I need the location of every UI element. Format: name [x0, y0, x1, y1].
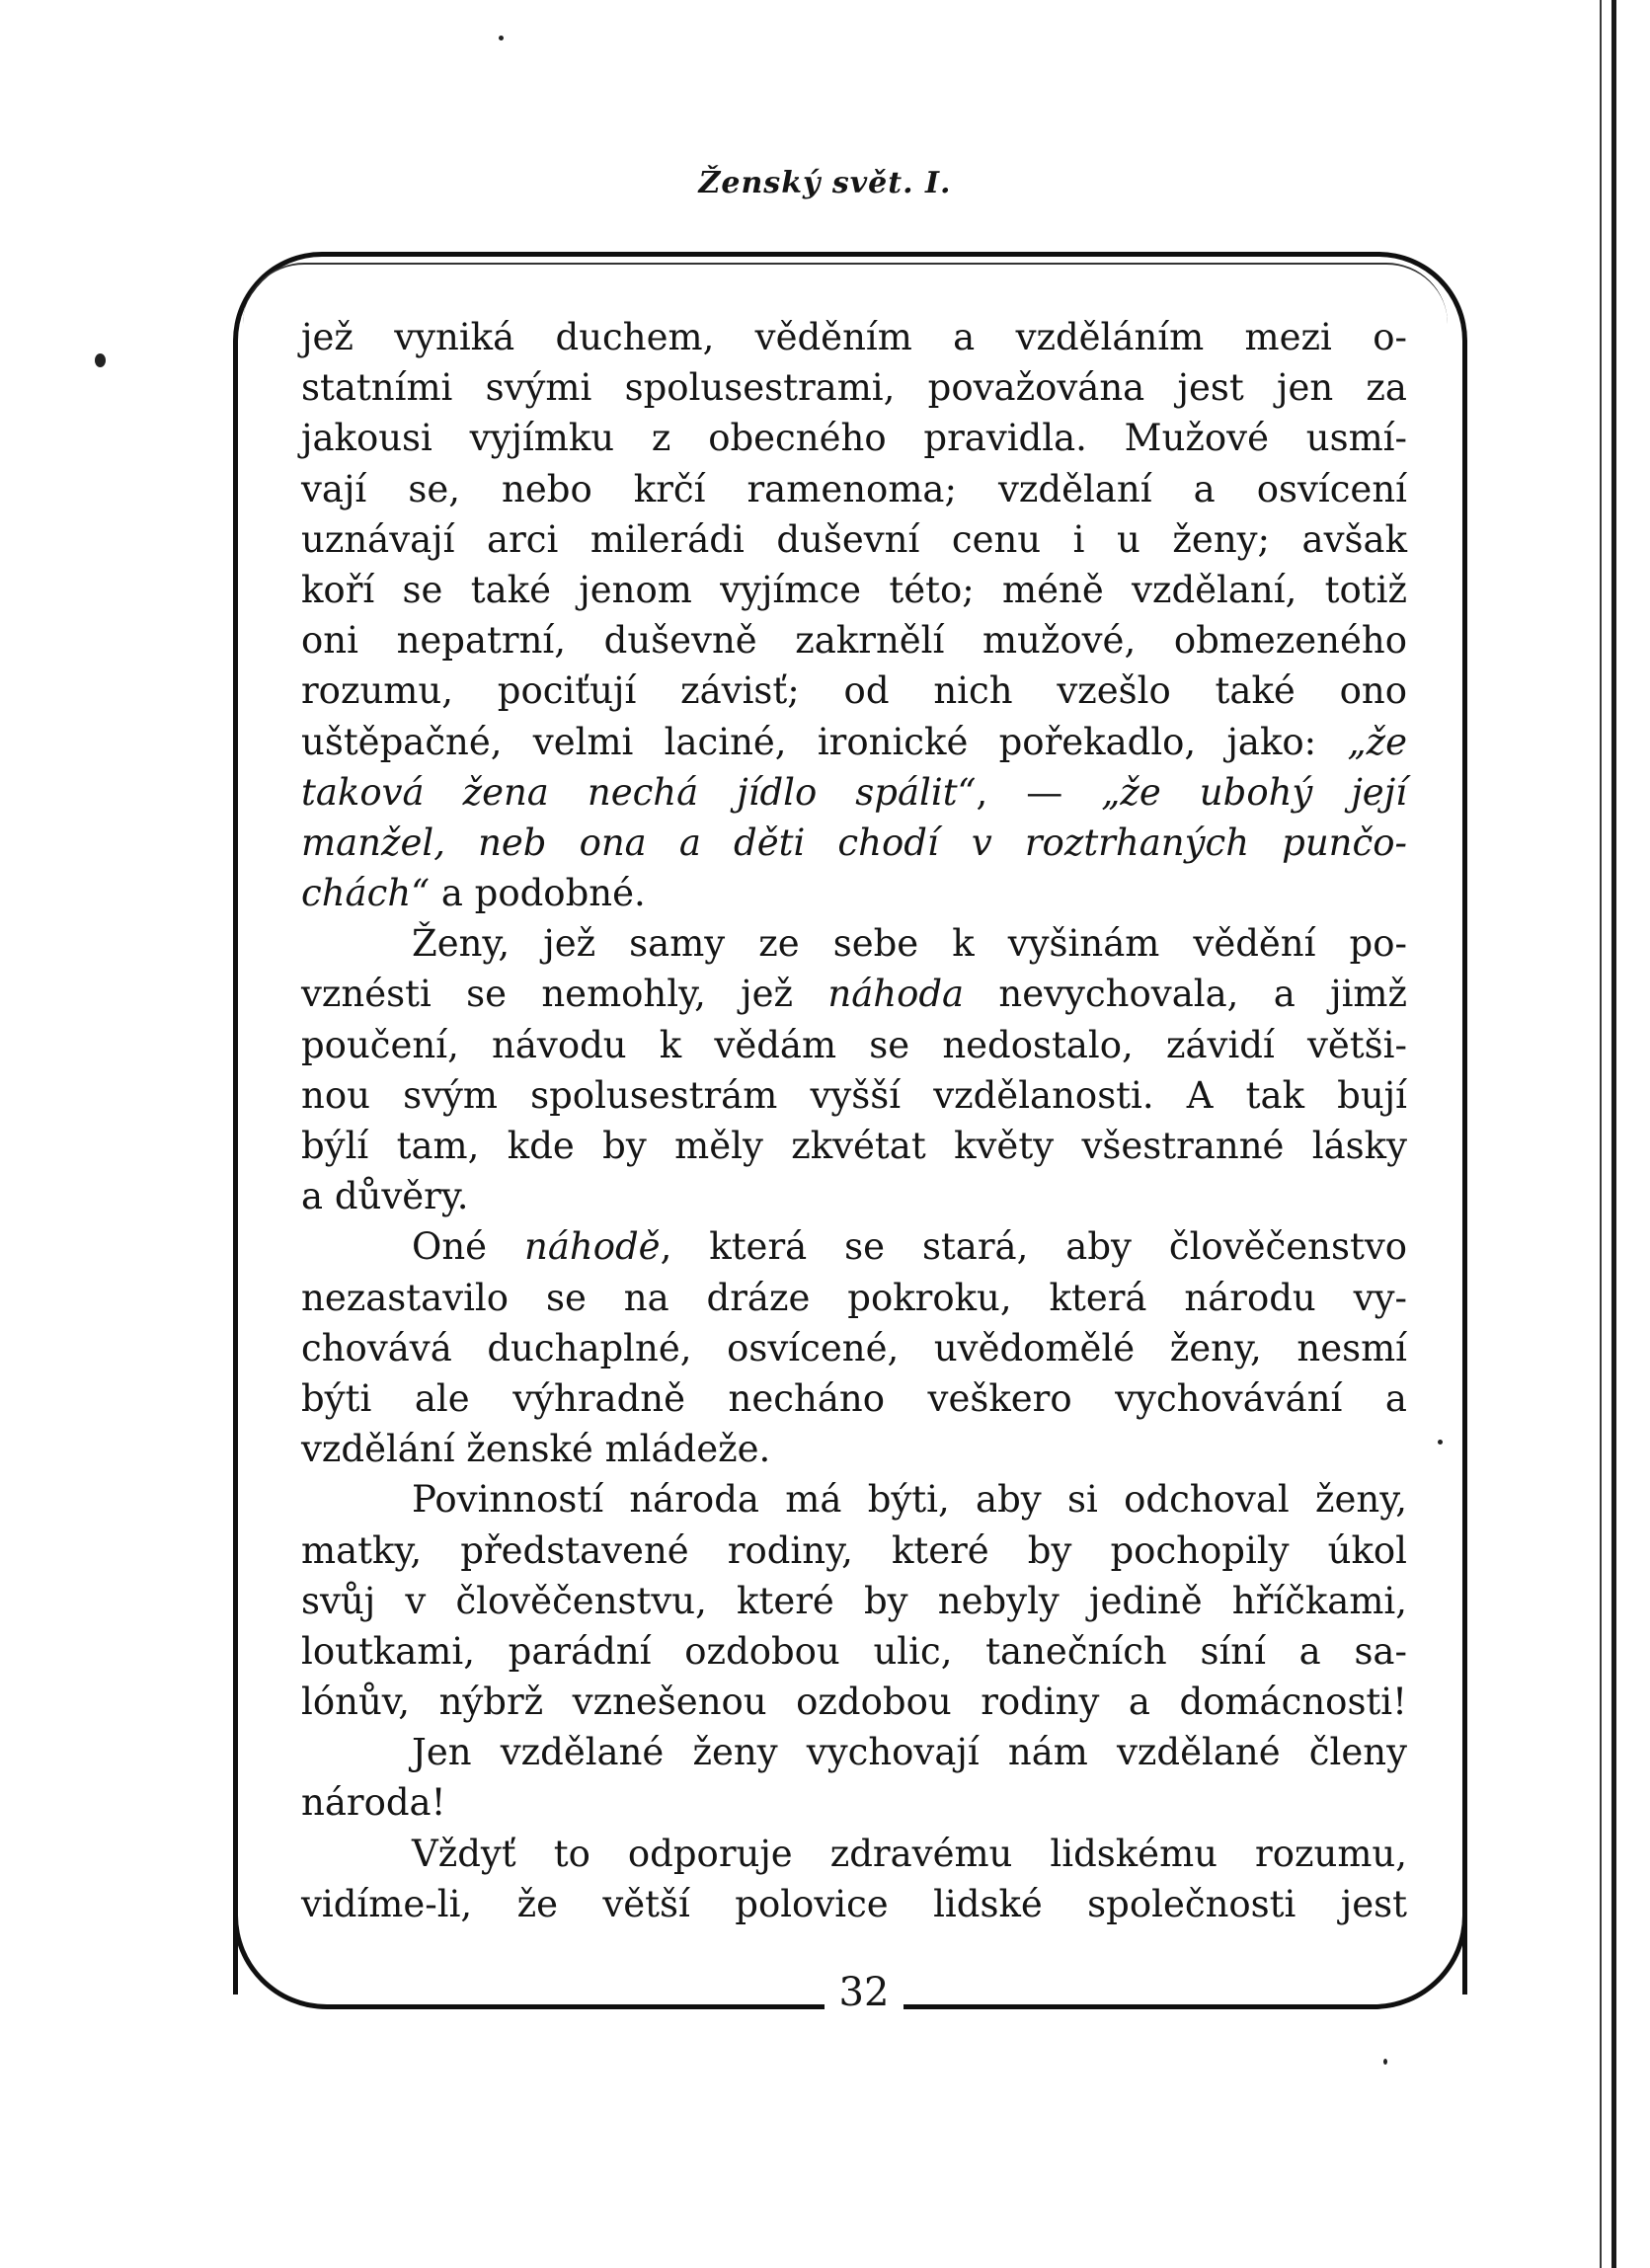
text-line: statními svými spolusestrami, považována jest jen za [301, 366, 1407, 410]
text-line: loutkami, parádní ozdobou ulic, tanečních síní a sa- [301, 1629, 1407, 1673]
text-line: svůj v člověčenstvu, které by nebyly jedině hříčkami, [301, 1579, 1407, 1622]
text-line: jakousi vyjímku z obecného pravidla. Mužové usmí- [301, 417, 1407, 460]
text-line: Povinností národa má býti, aby si odchoval ženy, [412, 1478, 1407, 1522]
text-line: jež vyniká duchem, věděním a vzděláním mezi o- [301, 316, 1407, 358]
running-header: Ženský svět. I. [698, 166, 952, 200]
text-line: koří se také jenom vyjímce této; méně vzdělaní, totiž [301, 568, 1407, 611]
ink-speck [95, 353, 106, 367]
text-line: uznávají arci milerádi duševní cenu i u ženy; avšak [301, 517, 1407, 561]
text-line: národa! [301, 1781, 446, 1825]
italic-word: náhoda [827, 973, 965, 1016]
text-line: vznésti se nemohly, jež náhoda nevychovala, a jimž [301, 973, 1407, 1016]
text-line: nou svým spolusestrám vyšší vzdělanosti. A tak bují [301, 1073, 1407, 1117]
italic-quote: taková žena nechá jídlo spálit“ [301, 770, 977, 814]
text-line: chách“ a podobné. [301, 872, 646, 915]
text-line: býlí tam, kde by měly zkvétat květy všestranné lásky [301, 1125, 1407, 1167]
text-line: vzdělání ženské mládeže. [301, 1428, 771, 1471]
text-line: a důvěry. [301, 1175, 469, 1218]
text-line: Oné náhodě, která se stará, aby člověčenstvo [412, 1225, 1407, 1269]
italic-quote: chách“ [301, 872, 431, 915]
text-line: vají se, nebo krčí ramenoma; vzdělaní a osvícení [301, 467, 1407, 510]
text-line: uštěpačné, velmi laciné, ironické pořekadlo, jako: „že [301, 720, 1407, 763]
italic-quote: „že ubohý její [1101, 770, 1408, 814]
body-text [301, 312, 1407, 1929]
text-line: nezastavilo se na dráze pokroku, která národu vy- [301, 1276, 1407, 1319]
text-line: lónův, nýbrž vznešenou ozdobou rodiny a domácnosti! [301, 1681, 1407, 1724]
text-line: taková žena nechá jídlo spálit“, — „že ubohý její [301, 770, 1408, 814]
text-line: Jen vzdělané ženy vychovají nám vzdělané členy [412, 1731, 1407, 1774]
text-line: Vždyť to odporuje zdravému lidskému rozumu, [412, 1832, 1407, 1875]
text-line: Ženy, jež samy ze sebe k vyšinám vědění po- [412, 922, 1407, 966]
text-line: matky, představené rodiny, které by pochopily úkol [301, 1528, 1407, 1572]
text-line: rozumu, pociťují závisť; od nich vzešlo také ono [301, 669, 1407, 713]
italic-quote: „že [1347, 720, 1407, 763]
page-number: 32 [825, 1970, 904, 2015]
ink-speck [1438, 1440, 1443, 1445]
text-line: manžel, neb ona a děti chodí v roztrhaných punčo- [301, 821, 1407, 864]
text-line: poučení, návodu k vědám se nedostalo, závidí větši- [301, 1023, 1407, 1066]
text-line: chovává duchaplné, osvícené, uvědomělé ženy, nesmí [301, 1326, 1407, 1369]
italic-word: náhodě [524, 1225, 661, 1269]
text-line: oni nepatrní, duševně zakrnělí mužové, obmezeného [301, 619, 1407, 663]
ink-speck [499, 36, 504, 40]
text-line: vidíme-li, že větší polovice lidské společnosti jest [301, 1882, 1407, 1925]
ink-speck [1383, 2059, 1387, 2065]
scan-edge-inner [1600, 0, 1602, 2268]
scan-edge [1611, 0, 1616, 2268]
text-line: býti ale výhradně necháno veškero vychovávání a [301, 1376, 1407, 1420]
